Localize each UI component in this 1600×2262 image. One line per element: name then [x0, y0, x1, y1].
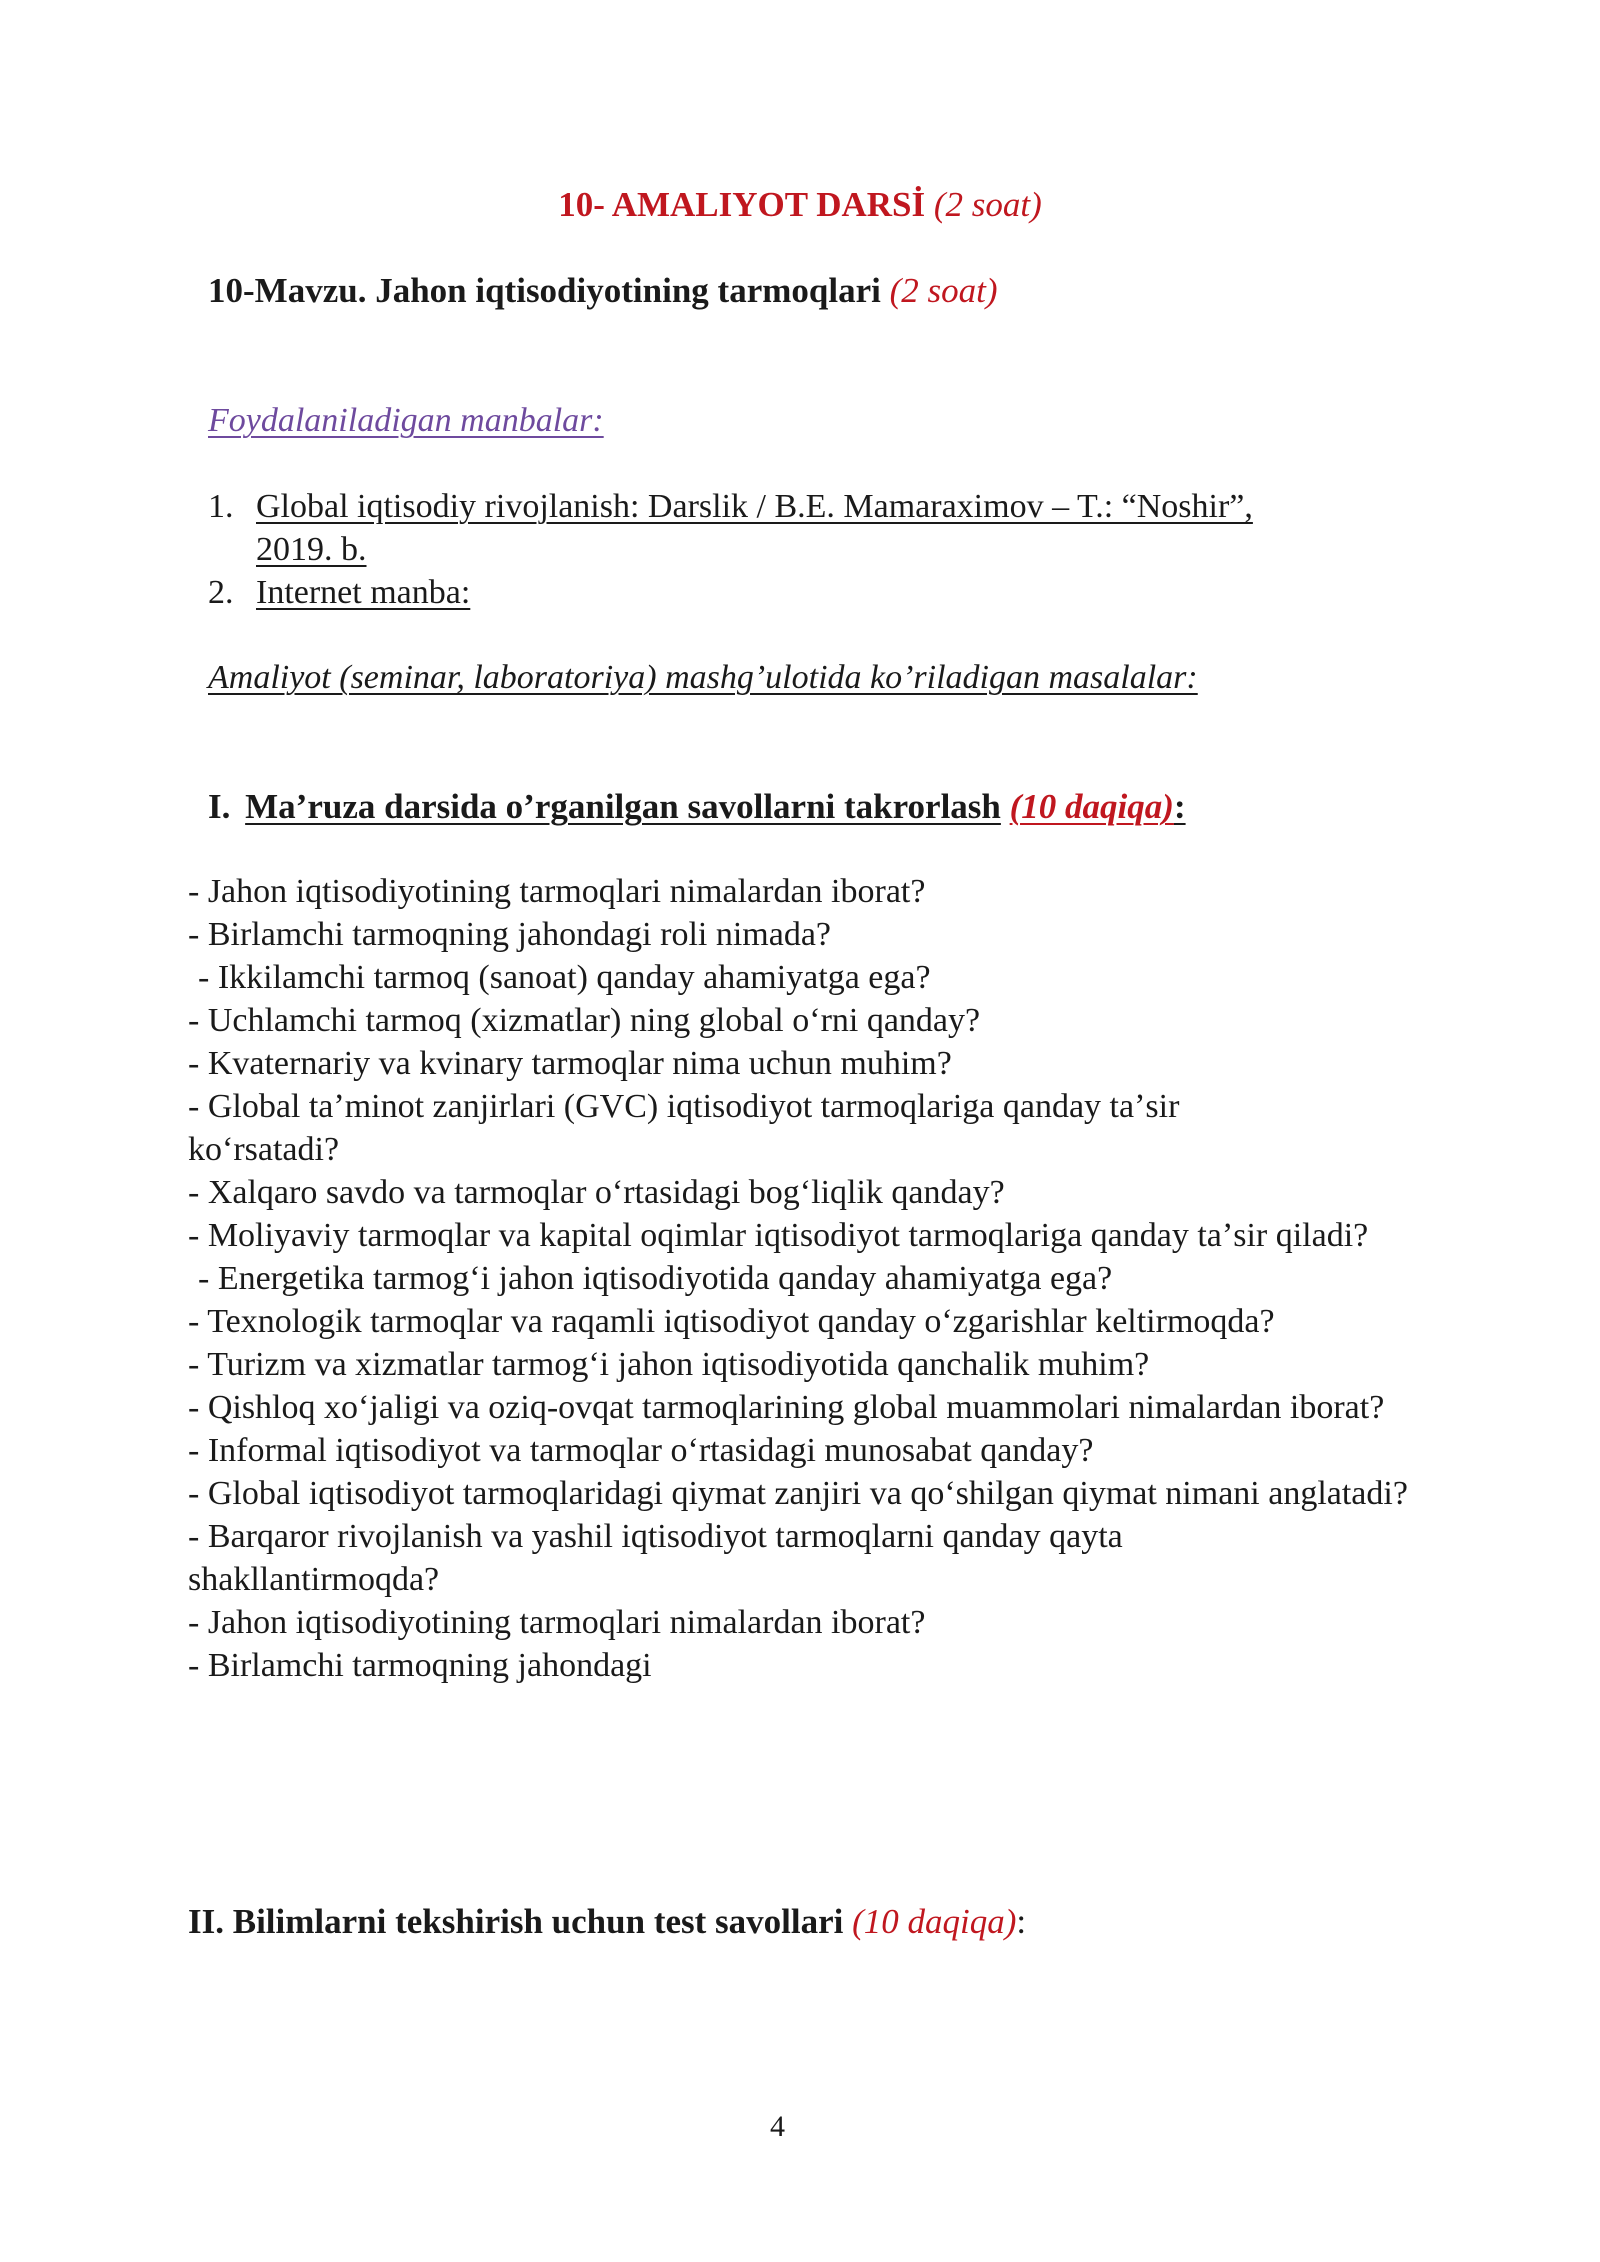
section-2-duration: (10 daqiqa)	[852, 1902, 1017, 1941]
topic-line	[208, 269, 997, 313]
list-item: - Qishloq xoʻjaligi va oziq-ovqat tarmoqlarining global muammolari nimalardan iborat?	[188, 1389, 1385, 1426]
lesson-title	[0, 183, 1600, 227]
list-item: - Birlamchi tarmoqning jahondagi roli nimada?	[188, 916, 831, 953]
sources-heading: Foydalaniladigan manbalar:	[208, 402, 604, 439]
list-item: - Ikkilamchi tarmoq (sanoat) qanday ahamiyatga ega?	[198, 959, 931, 996]
list-item: - Jahon iqtisodiyotining tarmoqlari nimalardan iborat?	[188, 873, 926, 910]
section-1-number: I.	[208, 787, 231, 826]
list-item: - Global taʼminot zanjirlari (GVC) iqtisodiyot tarmoqlariga qanday taʼsir koʻrsatadi?	[188, 1088, 1180, 1168]
list-item: - Moliyaviy tarmoqlar va kapital oqimlar iqtisodiyot tarmoqlariga qanday taʼsir qiladi?	[188, 1217, 1369, 1254]
source-item-2-text: Internet manba:	[256, 574, 471, 611]
source-item-1-text-cont: 2019. b.	[256, 531, 367, 568]
section-2-colon: :	[1016, 1902, 1027, 1941]
section-1-duration: (10 daqiqa)	[1009, 787, 1174, 826]
source-item-2-number: 2.	[208, 574, 234, 611]
list-item: - Xalqaro savdo va tarmoqlar oʻrtasidagi bogʻliqlik qanday?	[188, 1174, 1005, 1211]
page-number: 4	[770, 2110, 785, 2143]
list-item: - Energetika tarmogʻi jahon iqtisodiyotida qanday ahamiyatga ega?	[198, 1260, 1113, 1297]
source-item-1-text: Global iqtisodiy rivojlanish: Darslik / B.E. Mamaraximov – T.: “Noshir”,	[256, 488, 1253, 525]
lesson-title-main: 10- AMALIYOT DARSİ	[558, 185, 926, 224]
practice-heading: Amaliyot (seminar, laboratoriya) mashg’ulotida ko’riladigan masalalar:	[208, 659, 1198, 696]
topic-hours: (2 soat)	[889, 271, 998, 310]
lesson-title-hours: (2 soat)	[933, 185, 1042, 224]
list-item: - Global iqtisodiyot tarmoqlaridagi qiymat zanjiri va qoʻshilgan qiymat nimani anglatadi?	[188, 1475, 1408, 1512]
list-item: - Uchlamchi tarmoq (xizmatlar) ning global oʻrni qanday?	[188, 1002, 981, 1039]
list-item: - Birlamchi tarmoqning jahondagi	[188, 1647, 652, 1684]
list-item: - Kvaternariy va kvinary tarmoqlar nima uchun muhim?	[188, 1045, 952, 1082]
source-item-1-number: 1.	[208, 488, 234, 525]
section-2-title: II. Bilimlarni tekshirish uchun test savollari	[188, 1902, 844, 1941]
section-1-title: Ma’ruza darsida o’rganilgan savollarni takrorlash	[245, 787, 1001, 826]
topic-label: 10-Mavzu. Jahon iqtisodiyotining tarmoqlari	[208, 271, 881, 310]
section-1-heading	[208, 785, 1186, 829]
list-item: - Texnologik tarmoqlar va raqamli iqtisodiyot qanday oʻzgarishlar keltirmoqda?	[188, 1303, 1275, 1340]
review-questions-list	[188, 870, 1428, 1687]
list-item: - Turizm va xizmatlar tarmogʻi jahon iqtisodiyotida qanchalik muhim?	[188, 1346, 1150, 1383]
list-item: - Jahon iqtisodiyotining tarmoqlari nimalardan iborat?	[188, 1604, 926, 1641]
list-item: - Informal iqtisodiyot va tarmoqlar oʻrtasidagi munosabat qanday?	[188, 1432, 1094, 1469]
section-2-heading	[188, 1900, 1026, 1944]
list-item: - Barqaror rivojlanish va yashil iqtisodiyot tarmoqlarni qanday qayta shakllantirmoqda?	[188, 1518, 1123, 1598]
section-1-colon: :	[1173, 787, 1186, 826]
